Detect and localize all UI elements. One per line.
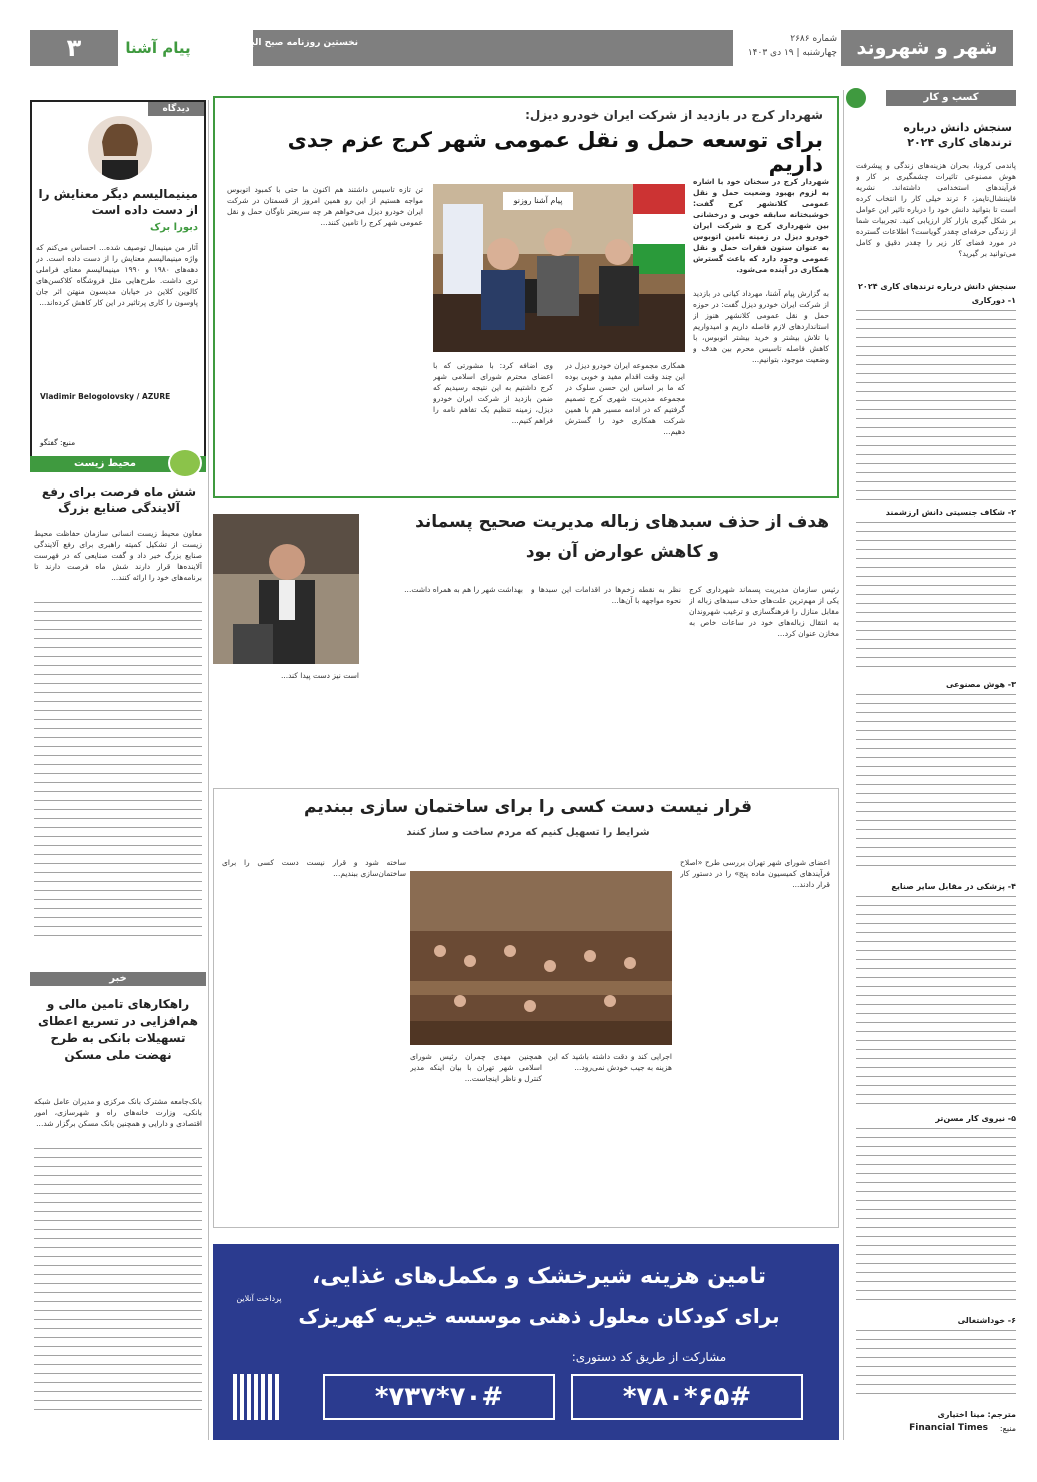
feature-kicker: شهردار کرج در بازدید از شرکت ایران خودرو دیزل: — [525, 108, 823, 122]
item-body — [856, 1330, 1016, 1400]
ad-headline: تامین هزینه شیرخشک و مکمل‌های غذایی، — [311, 1264, 767, 1289]
interview-body: آثار من مینیمال توصیف شده... احساس می‌کنم که واژه مینیمالیسم معنایش را از دست داده است. در دهه‌های ۱۹۸۰ و ۱۹۹۰ مینیمالیسم معنای فراملی تری داشت. طرح‌هایی مثل فروشگاه کلاکسن‌های کالوین کلاین در خیابان مدیسون منهتن اثر جان پاوسون را کاری پرتاثیر در این کار کاهش کرده‌اند... — [36, 243, 198, 307]
item-body — [856, 1128, 1016, 1308]
feature-body: به گزارش پیام آشنا، مهرداد کیانی در بازدید از شرکت ایران خودرو دیزل گفت: در حوزه حمل و نقل عمومی کلانشهر هنوز از استانداردهای لازم فاصله داریم و امیدواریم با تلاش بیشتر و خرید بیشتر اتوبوس، با کاهش فاصله تاسیس محرم بین هدف و وضعیت موجود، بتوانیم... — [693, 289, 829, 364]
environment-box — [30, 456, 206, 956]
feature-lead: شهردار کرج در سخنان خود با اشاره به لزوم بهبود وضعیت حمل و نقل عمومی کلانشهر کرج گفت: خوشبختانه سابقه خوبی و درخشانی بین شهرداری کرج و شرکت ایران خودرو دیزل در زمینه تامین اتوبوس به عنوان ستون فقرات حمل و نقل عمومی وجود دارد که باعث گسترش همکاری در آینده می‌شود. — [693, 177, 829, 274]
masthead-bar — [253, 30, 733, 66]
item-body — [856, 522, 1016, 672]
news-label: خبر — [30, 972, 206, 986]
environment-body-lines — [34, 602, 202, 942]
author-avatar — [88, 116, 152, 180]
item-heading: ۱- دورکاری — [971, 296, 1016, 305]
section-title: شهر و شهروند — [841, 30, 1013, 66]
source-credit: Financial Times — [909, 1423, 988, 1433]
section-subtitle: سنجش دانش درباره ترندهای کاری ۲۰۲۴ — [858, 282, 1016, 291]
feature-headline: برای توسعه حمل و نقل عمومی شهر کرج عزم جدی داریم — [287, 128, 823, 176]
news-body-lines — [34, 1148, 202, 1416]
item-heading: ۶- خوداشتغالی — [957, 1316, 1016, 1325]
ad-side-label: پرداخت آنلاین — [236, 1294, 282, 1303]
ad-headline: برای کودکان معلول ذهنی موسسه خیریه کهریزک — [298, 1304, 780, 1328]
masthead — [30, 30, 1013, 78]
column-divider — [843, 90, 844, 1440]
column-divider — [208, 100, 209, 1440]
feature-box — [213, 96, 839, 498]
environment-body: معاون محیط زیست انسانی سازمان حفاظت محیط زیست از تشکیل کمیته راهبری برای رفع آلایندگی صنایع بزرگ خبر داد و گفت صنایعی که در فهرست آلاینده‌ها قرار دارند شش ماه فرصت دارند تا برنامه‌های خود را ارائه کنند... — [34, 529, 202, 582]
translator-credit: مترجم: مینا اختیاری — [937, 1410, 1016, 1419]
page-number: ۳ — [30, 30, 118, 66]
interview-source: Vladimir Belogolovsky / AZURE — [40, 392, 171, 401]
waste-body: بهداشت شهر را هم به همراه داشت... — [404, 585, 523, 594]
building-body: اجرایی کند و دقت داشته باشید که این هزینه به جیب خودش نمی‌رود... — [548, 1052, 672, 1072]
issue-date: چهارشنبه | ۱۹ دی ۱۴۰۳ — [747, 48, 837, 58]
newspaper-logo: پیام آشنا — [122, 32, 194, 64]
ad-cta: مشارکت از طریق کد دستوری: — [571, 1350, 727, 1364]
tagline: نخستین روزنامه صبح البرز — [240, 38, 358, 48]
building-body: اعضای شورای شهر تهران بررسی طرح «اصلاح فرآیندهای کمیسیون ماده پنج» را در دستور کار قرار دادند... — [680, 858, 830, 889]
feature-photo — [433, 184, 685, 352]
article-intro: پاندمی کرونا، بحران هزینه‌های زندگی و پیشرفت هوش مصنوعی تاثیرات چشمگیری بر کار و فرآیندهای استخدامی داشته‌اند. نشریه فایننشال‌تایمز، ۶ ترند خیلی کار را انتخاب کرده است تا بتوانید دانش خود را درباره تاثیر این عوامل بر شکل گیری بازار کار ارزیابی کنید. تجربیات شما از زندگی حرفه‌ای چقدر گویاست؟ اطلاعات گسترده در مورد فضای کار زیر را چقدر دقیق و کامل می‌توانید بر گیرید؟ — [856, 161, 1016, 258]
item-body — [856, 310, 1016, 500]
item-heading: ۳- هوش مصنوعی — [945, 680, 1016, 689]
item-heading: ۵- نیروی کار مسن‌تر — [935, 1114, 1016, 1123]
item-body — [856, 896, 1016, 1106]
interview-label: دیدگاه — [148, 102, 204, 116]
environment-title: شش ماه فرصت برای رفع آلایندگی صنایع بزرگ — [41, 485, 197, 515]
business-column — [848, 90, 1016, 1440]
issue-number: شماره ۲۶۸۶ — [790, 34, 837, 44]
globe-icon — [844, 86, 868, 110]
item-body — [856, 694, 1016, 874]
waste-photo — [213, 514, 359, 664]
interview-title: مینیمالیسم دیگر معنایش را از دست داده است — [38, 187, 198, 217]
feature-body: تن تازه تاسیس داشتند هم اکنون ما حتی با کمبود اتوبوس مواجه هستیم از این رو همین امروز از قسمتان در شرکت ایران خودرو دیزل می‌خواهم هر چه سریعتر ناوگان حمل و نقل عمومی شهر کرج را تامین کنند... — [227, 185, 423, 227]
leaf-icon — [168, 448, 202, 478]
news-box — [30, 972, 206, 1432]
source-label: منبع: — [999, 1424, 1016, 1433]
waste-body: رئیس سازمان مدیریت پسماند شهرداری کرج یکی از مهم‌ترین علت‌های حذف سبدهای زباله از مقابل منازل را فرهنگسازی و ترغیب شهروندان به انتقال زباله‌های خود در ساعات خاص به مخازن عنوان کرد... — [689, 585, 839, 638]
article-title: سنجش دانش درباره ترندهای کاری ۲۰۲۴ — [903, 121, 1012, 149]
building-body: ساخته شود و قرار نیست دست کسی را برای ساختمان‌سازی ببندیم... — [222, 858, 406, 878]
ussd-code[interactable]: *۷۳۷*۷۰# — [323, 1374, 555, 1420]
charity-ad — [213, 1244, 839, 1440]
waste-headline: و کاهش عوارض آن بود — [525, 542, 719, 562]
building-body: همچنین مهدی چمران رئیس شورای اسلامی شهر تهران با بیان اینکه مدیر کنترل و ناظر اینجاست... — [410, 1052, 542, 1083]
waste-body: است نیز دست پیدا کند... — [280, 671, 359, 680]
ussd-code[interactable]: *۷۸۰*۶۵# — [571, 1374, 803, 1420]
feature-body: همکاری مجموعه ایران خودرو دیزل در این چند وقت اقدام مفید و خوبی بوده که ما بر اساس این حسن سلوک در مجموعه مدیریت شهری کرج تصمیم گرفتیم که در ادامه مسیر هم با همین شرکت همکاری خود را گسترش دهیم... — [565, 361, 685, 436]
interview-footer: منبع: گفتگو — [40, 438, 76, 447]
feature-body: وی اضافه کرد: با مشورتی که با اعضای محترم شورای اسلامی شهر کرج داشتیم به این نتیجه رسیدیم که ضمن بازدید از شرکت ایران خودرو دیزل، زمینه تنظیم یک تفاهم نامه را فراهم کنیم... — [433, 361, 553, 425]
news-body: بانک‌جامعه مشترک بانک مرکزی و مدیران عامل شبکه بانکی، وزارت خانه‌های راه و شهرسازی، امور اقتصادی و دارایی و همچنین بانک مسکن برگزار شد... — [34, 1097, 202, 1128]
news-title: راهکارهای تامین مالی و هم‌افزایی در تسریع اعطای تسهیلات بانکی به طرح نهضت ملی مسکن — [38, 997, 198, 1062]
photo-banner: پیام آشنا روزنو — [513, 196, 563, 205]
building-photo — [410, 871, 672, 1045]
interview-box — [30, 100, 206, 460]
waste-headline: هدف از حذف سبدهای زباله مدیریت صحیح پسماند — [415, 512, 829, 532]
qr-code[interactable] — [233, 1374, 279, 1420]
item-heading: ۴- پزشکی در مقابل سایر صنایع — [891, 882, 1016, 891]
item-heading: ۲- شکاف جنسیتی دانش ارزشمند — [885, 508, 1016, 517]
waste-body: نظر به نقطه زخم‌ها در اقدامات این سبدها و نحوه مواجهه با آن‌ها... — [531, 585, 681, 605]
building-article — [213, 788, 839, 1228]
building-headline: قرار نیست دست کسی را برای ساختمان سازی ببندیم — [304, 797, 752, 817]
building-subhead: شرایط را تسهیل کنیم که مردم ساخت و ساز کنند — [406, 827, 650, 838]
interview-author: دبورا برک — [149, 222, 198, 233]
environment-label: محیط زیست — [30, 456, 206, 472]
category-label: کسب و کار — [886, 90, 1016, 106]
waste-article — [213, 510, 839, 778]
